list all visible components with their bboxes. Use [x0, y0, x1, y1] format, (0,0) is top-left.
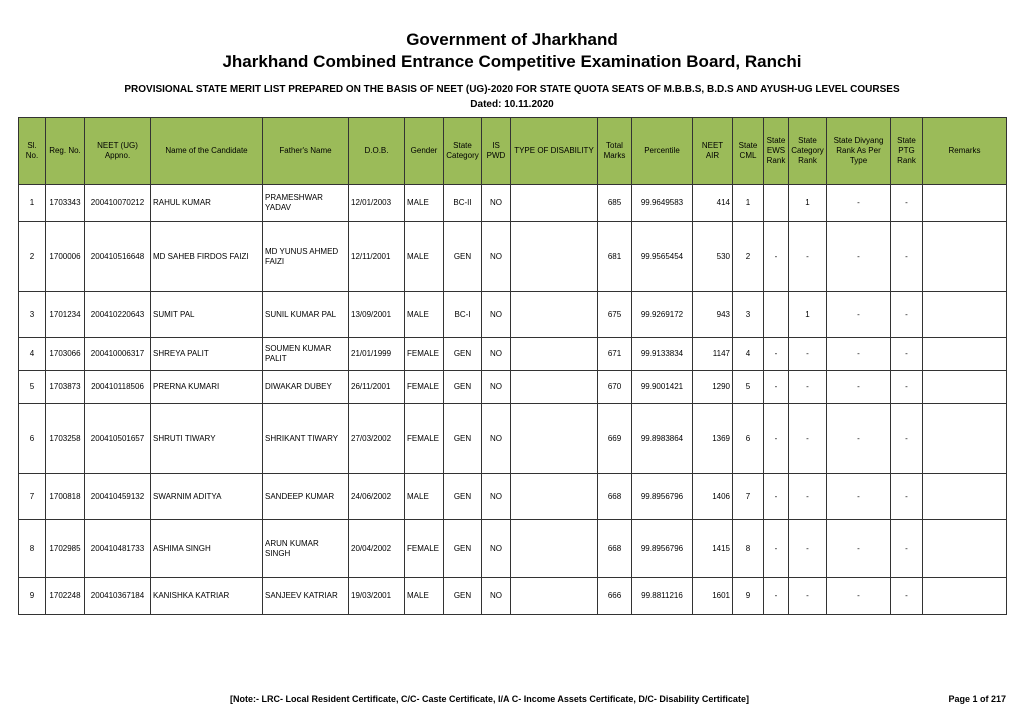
table-cell: - [827, 185, 891, 222]
table-cell: SHREYA PALIT [151, 338, 263, 371]
table-cell: BC-I [444, 292, 482, 338]
table-row [19, 520, 1007, 578]
table-cell: MALE [405, 578, 444, 615]
table-cell: GEN [444, 371, 482, 404]
table-cell: 2 [733, 222, 764, 292]
column-header: Remarks [923, 118, 1007, 185]
table-cell [764, 292, 789, 338]
table-cell: 99.9001421 [632, 371, 693, 404]
column-header: State CML [733, 118, 764, 185]
table-cell: 1703343 [46, 185, 85, 222]
table-cell: 1701234 [46, 292, 85, 338]
table-cell: 530 [693, 222, 733, 292]
table-cell: 200410220643 [85, 292, 151, 338]
table-cell: ASHIMA SINGH [151, 520, 263, 578]
table-cell: 200410459132 [85, 474, 151, 520]
table-cell: SANJEEV KATRIAR [263, 578, 349, 615]
table-cell: 2 [19, 222, 46, 292]
table-cell: SWARNIM ADITYA [151, 474, 263, 520]
table-cell: 1369 [693, 404, 733, 474]
table-cell: 99.8956796 [632, 474, 693, 520]
table-cell: 99.8956796 [632, 520, 693, 578]
table-cell [923, 578, 1007, 615]
table-cell: 24/06/2002 [349, 474, 405, 520]
table-cell: 6 [733, 404, 764, 474]
column-header: State Category [444, 118, 482, 185]
table-cell: - [891, 292, 923, 338]
table-cell: - [764, 474, 789, 520]
table-cell: 1 [789, 185, 827, 222]
table-cell: - [827, 292, 891, 338]
table-cell: NO [482, 222, 511, 292]
column-header: TYPE OF DISABILITY [511, 118, 598, 185]
table-cell: - [789, 474, 827, 520]
table-cell: - [891, 338, 923, 371]
table-cell: PRERNA KUMARI [151, 371, 263, 404]
table-cell: DIWAKAR DUBEY [263, 371, 349, 404]
table-cell: NO [482, 292, 511, 338]
table-cell: 1406 [693, 474, 733, 520]
table-cell: 9 [19, 578, 46, 615]
table-row [19, 371, 1007, 404]
table-cell: 4 [733, 338, 764, 371]
table-cell: NO [482, 185, 511, 222]
table-cell [511, 578, 598, 615]
footer-note: [Note:- LRC- Local Resident Certificate, C/C- Caste Certificate, I/A C- Income Assets Certificate, D/C- Disability Certificate] [230, 694, 749, 704]
table-cell: - [764, 578, 789, 615]
column-header: Percentile [632, 118, 693, 185]
table-cell: 200410516648 [85, 222, 151, 292]
table-cell: 1147 [693, 338, 733, 371]
table-cell [511, 338, 598, 371]
column-header: NEET AIR [693, 118, 733, 185]
column-header: IS PWD [482, 118, 511, 185]
table-cell: PRAMESHWAR YADAV [263, 185, 349, 222]
table-cell: 200410501657 [85, 404, 151, 474]
table-cell: - [891, 578, 923, 615]
table-cell: - [891, 222, 923, 292]
table-cell: 99.9649583 [632, 185, 693, 222]
table-cell: 99.9565454 [632, 222, 693, 292]
table-cell: 12/01/2003 [349, 185, 405, 222]
table-cell: SOUMEN KUMAR PALIT [263, 338, 349, 371]
table-cell: SHRUTI TIWARY [151, 404, 263, 474]
table-cell: MALE [405, 185, 444, 222]
table-cell: 99.8983864 [632, 404, 693, 474]
column-header: Gender [405, 118, 444, 185]
table-cell: 669 [598, 404, 632, 474]
table-cell: - [827, 338, 891, 371]
table-cell [923, 222, 1007, 292]
table-cell [923, 404, 1007, 474]
table-cell: 414 [693, 185, 733, 222]
table-cell: BC-II [444, 185, 482, 222]
table-cell: 3 [19, 292, 46, 338]
column-header: State PTG Rank [891, 118, 923, 185]
table-cell: SUNIL KUMAR PAL [263, 292, 349, 338]
page-indicator: Page 1 of 217 [948, 694, 1006, 704]
table-cell: 685 [598, 185, 632, 222]
table-cell [923, 520, 1007, 578]
table-cell: - [891, 371, 923, 404]
table-cell: SUMIT PAL [151, 292, 263, 338]
table-cell: GEN [444, 520, 482, 578]
table-cell: - [827, 404, 891, 474]
table-cell: 1702248 [46, 578, 85, 615]
table-cell: 1 [733, 185, 764, 222]
table-cell: 200410367184 [85, 578, 151, 615]
table-cell: - [789, 371, 827, 404]
table-cell: 99.9133834 [632, 338, 693, 371]
table-cell: NO [482, 404, 511, 474]
table-row [19, 292, 1007, 338]
table-cell: 1700006 [46, 222, 85, 292]
table-cell: GEN [444, 404, 482, 474]
table-cell: SHRIKANT TIWARY [263, 404, 349, 474]
table-cell: 5 [19, 371, 46, 404]
table-cell: 27/03/2002 [349, 404, 405, 474]
table-cell: ARUN KUMAR SINGH [263, 520, 349, 578]
table-cell: - [789, 338, 827, 371]
table-cell: FEMALE [405, 520, 444, 578]
table-cell: - [891, 520, 923, 578]
table-cell: 1415 [693, 520, 733, 578]
table-cell: 8 [733, 520, 764, 578]
table-cell: GEN [444, 222, 482, 292]
column-header: D.O.B. [349, 118, 405, 185]
table-cell: 200410006317 [85, 338, 151, 371]
table-cell [764, 185, 789, 222]
table-cell: 1702985 [46, 520, 85, 578]
table-cell: 1601 [693, 578, 733, 615]
column-header: Total Marks [598, 118, 632, 185]
table-cell: SANDEEP KUMAR [263, 474, 349, 520]
table-cell: - [789, 404, 827, 474]
table-cell: 7 [733, 474, 764, 520]
table-cell [511, 371, 598, 404]
table-cell: 4 [19, 338, 46, 371]
table-cell: NO [482, 474, 511, 520]
table-cell: 19/03/2001 [349, 578, 405, 615]
table-cell: 1290 [693, 371, 733, 404]
column-header: NEET (UG) Appno. [85, 118, 151, 185]
table-cell [511, 222, 598, 292]
header-list-title: PROVISIONAL STATE MERIT LIST PREPARED ON THE BASIS OF NEET (UG)-2020 FOR STATE QUOTA SEATS OF M.B.B.S, B.D.S AND AYUSH-UG LEVEL COURSES [124, 84, 900, 95]
table-cell: NO [482, 520, 511, 578]
table-cell: 671 [598, 338, 632, 371]
table-cell: GEN [444, 338, 482, 371]
column-header: Name of the Candidate [151, 118, 263, 185]
table-cell: FEMALE [405, 371, 444, 404]
table-cell: MALE [405, 292, 444, 338]
table-cell: 200410118506 [85, 371, 151, 404]
table-cell [511, 404, 598, 474]
table-cell: - [891, 474, 923, 520]
table-body [19, 185, 1007, 615]
column-header: State Divyang Rank As Per Type [827, 118, 891, 185]
table-row [19, 222, 1007, 292]
merit-table [18, 117, 1007, 615]
table-cell: GEN [444, 474, 482, 520]
table-cell: 3 [733, 292, 764, 338]
table-cell: 13/09/2001 [349, 292, 405, 338]
table-cell: NO [482, 578, 511, 615]
table-cell: 670 [598, 371, 632, 404]
table-cell: 1700818 [46, 474, 85, 520]
table-row [19, 578, 1007, 615]
table-cell [511, 520, 598, 578]
table-cell: RAHUL KUMAR [151, 185, 263, 222]
table-cell: 668 [598, 474, 632, 520]
table-cell: - [827, 578, 891, 615]
table-row [19, 185, 1007, 222]
table-cell: 12/11/2001 [349, 222, 405, 292]
table-cell: - [827, 520, 891, 578]
table-cell: MALE [405, 474, 444, 520]
table-cell: - [789, 222, 827, 292]
header-government: Government of Jharkhand [406, 30, 618, 49]
table-cell: 668 [598, 520, 632, 578]
table-cell: 675 [598, 292, 632, 338]
table-cell: 26/11/2001 [349, 371, 405, 404]
table-cell [511, 474, 598, 520]
table-cell: 21/01/1999 [349, 338, 405, 371]
table-cell: FEMALE [405, 404, 444, 474]
table-cell: 681 [598, 222, 632, 292]
column-header: Reg. No. [46, 118, 85, 185]
table-cell: 1 [19, 185, 46, 222]
table-cell [511, 292, 598, 338]
table-cell: 1703873 [46, 371, 85, 404]
table-cell: 6 [19, 404, 46, 474]
table-cell [923, 185, 1007, 222]
table-cell [923, 292, 1007, 338]
table-cell: 9 [733, 578, 764, 615]
table-cell: 200410481733 [85, 520, 151, 578]
table-cell: - [827, 474, 891, 520]
table-cell: 943 [693, 292, 733, 338]
table-cell: 1703258 [46, 404, 85, 474]
table-cell: 99.9269172 [632, 292, 693, 338]
table-row [19, 338, 1007, 371]
table-cell [923, 371, 1007, 404]
table-cell: 1703066 [46, 338, 85, 371]
header-date: Dated: 10.11.2020 [470, 99, 554, 110]
table-header-row [19, 118, 1007, 185]
table-cell: KANISHKA KATRIAR [151, 578, 263, 615]
table-row [19, 474, 1007, 520]
table-cell: - [827, 371, 891, 404]
table-cell: NO [482, 371, 511, 404]
table-cell: NO [482, 338, 511, 371]
table-cell: FEMALE [405, 338, 444, 371]
column-header: State EWS Rank [764, 118, 789, 185]
table-cell: - [789, 578, 827, 615]
column-header: Father's Name [263, 118, 349, 185]
table-cell: - [789, 520, 827, 578]
table-cell: 666 [598, 578, 632, 615]
table-cell: - [764, 222, 789, 292]
column-header: State Category Rank [789, 118, 827, 185]
table-cell [923, 474, 1007, 520]
table-cell: 20/04/2002 [349, 520, 405, 578]
table-cell: 200410070212 [85, 185, 151, 222]
table-cell: - [764, 371, 789, 404]
header-board-name: Jharkhand Combined Entrance Competitive Examination Board, Ranchi [222, 52, 802, 71]
table-cell: GEN [444, 578, 482, 615]
table-cell: - [764, 520, 789, 578]
table-cell: MALE [405, 222, 444, 292]
table-row [19, 404, 1007, 474]
table-cell: 7 [19, 474, 46, 520]
table-cell: 5 [733, 371, 764, 404]
table-cell: - [764, 338, 789, 371]
table-cell: - [827, 222, 891, 292]
table-cell: 8 [19, 520, 46, 578]
table-cell: MD YUNUS AHMED FAIZI [263, 222, 349, 292]
table-cell [923, 338, 1007, 371]
table-cell: 1 [789, 292, 827, 338]
table-cell: MD SAHEB FIRDOS FAIZI [151, 222, 263, 292]
table-cell: - [891, 185, 923, 222]
table-cell: 99.8811216 [632, 578, 693, 615]
table-cell: - [764, 404, 789, 474]
column-header: Sl. No. [19, 118, 46, 185]
table-cell: - [891, 404, 923, 474]
table-cell [511, 185, 598, 222]
